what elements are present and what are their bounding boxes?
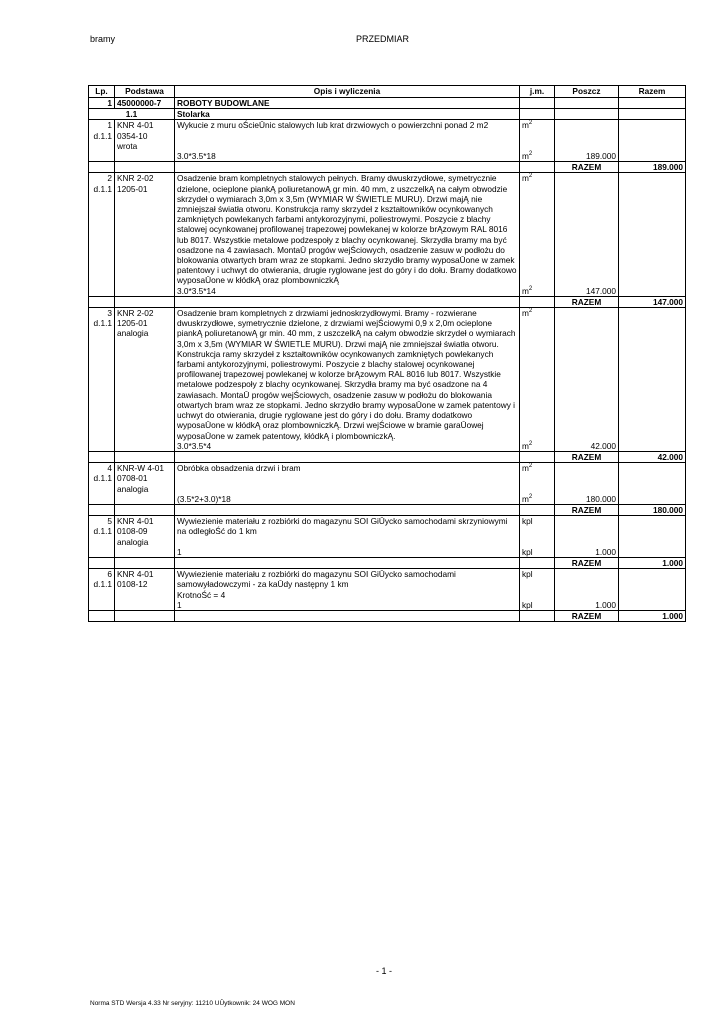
item-unit: [520, 516, 555, 547]
item-row: [89, 516, 686, 547]
item-row: [89, 308, 686, 441]
item-dlp: d.1.1: [93, 318, 112, 329]
item-razem-label: RAZEM: [555, 610, 619, 621]
item-row: [89, 173, 686, 286]
item-row: [89, 463, 686, 494]
item-lp-number: 3: [107, 308, 112, 319]
item-calc-unit: [520, 547, 555, 558]
item-razem-row: [89, 610, 686, 621]
item-calc: 3.0*3.5*4: [175, 441, 520, 452]
item-row: [89, 120, 686, 151]
item-unit-text: kpl: [522, 569, 533, 580]
item-description: [175, 463, 520, 494]
section-title: ROBOTY BUDOWLANE: [175, 98, 520, 109]
item-lp: [89, 308, 115, 441]
item-razem-label: RAZEM: [555, 504, 619, 515]
item-calc: (3.5*2+3.0)*18: [175, 494, 520, 505]
item-razem-value: 180.000: [619, 504, 686, 515]
item-basis-line: KNR 4-01: [117, 569, 154, 580]
item-desc-text: Obróbka obsadzenia drzwi i bram: [177, 463, 301, 474]
item-unit-text: m: [522, 308, 529, 319]
item-lp: [89, 120, 115, 151]
item-basis: [115, 173, 175, 286]
subsection-row: [89, 109, 686, 120]
item-razem-row: [89, 162, 686, 173]
item-unit: $m^2$: [520, 173, 555, 286]
item-calc-unit-text: m: [522, 440, 529, 451]
items-body: [89, 120, 686, 622]
item-calc-row: [89, 494, 686, 505]
item-basis-line: KNR 4-01: [117, 516, 154, 527]
item-lp: [89, 569, 115, 600]
item-calc: 3.0*3.5*14: [175, 286, 520, 297]
item-desc-text: Osadzenie bram kompletnych stalowych pełnych. Bramy dwuskrzydłowe, symetrycznie dzielone, ocieplone piankĄ poliuretanowĄ gr min. 40 mm, z uszczelkĄ na całym obwodzie skrzydeł o wymiarach 3,0m x 3,5m (WYMIAR W ŚWIETLE MURU). Drzwi majĄ nie zmniejszał światła otworu. Konstrukcja ramy skrzydeł z kształtowników ocynkowanych zamkniętych powlekanych farbami antykorozyjnymi, poliestrowymi. Poszycie z blachy stalowej ocynkowanej profilowanej trapezowej powlekanej w kolorze brĄzowym RAL 8016 lub 8017. Wszystkie metalowe podzespoły z blachy ocynkowanej. Skrzydła bramy ma być osadzone na 4 zawiasach. MontaŪ progów wejŚciowych, osadzenie zasuw w podłożu do blokowania otwartych bram wraz ze stopkami. Jedno skrzydło bramy wyposaŪone w zamek patentowy i uchwyt do otwierania, drugie ryglowane jest do góry i do dołu. Bramy dodatkowo wyposaŪone w kłódkĄ oraz plombowniczkĄ: [177, 173, 517, 286]
item-calc-unit-text: kpl: [522, 546, 533, 557]
col-header-unit: j.m.: [520, 86, 555, 98]
item-dlp: d.1.1: [93, 183, 112, 194]
subsection-lp: 1.1: [89, 109, 175, 120]
item-basis-line: 1205-01: [117, 183, 148, 194]
item-razem-value: 147.000: [619, 296, 686, 307]
item-razem-label: RAZEM: [555, 162, 619, 173]
item-razem-row: [89, 557, 686, 568]
item-lp: [89, 173, 115, 286]
item-desc-extra: KrotnoŚć = 4: [177, 589, 226, 600]
item-description: [175, 569, 520, 600]
item-poszcz: 42.000: [555, 441, 619, 452]
item-poszcz: 1.000: [555, 547, 619, 558]
item-basis: [115, 569, 175, 600]
item-dlp: d.1.1: [93, 130, 112, 141]
header-left-title: bramy: [90, 34, 116, 44]
item-dlp: d.1.1: [93, 526, 112, 537]
item-calc-unit: $m^2$: [520, 441, 555, 452]
item-calc-unit: $m^2$: [520, 151, 555, 162]
item-razem-label: RAZEM: [555, 296, 619, 307]
item-basis-line: KNR-W 4-01: [117, 463, 165, 474]
item-unit: [520, 569, 555, 600]
item-lp-number: 5: [107, 516, 112, 527]
item-calc-unit-text: m: [522, 285, 529, 296]
item-unit: $m^2$: [520, 120, 555, 151]
item-basis: [115, 463, 175, 494]
section-lp: 1: [89, 98, 115, 109]
item-description: [175, 308, 520, 441]
item-razem-value: 189.000: [619, 162, 686, 173]
item-razem-value: 42.000: [619, 451, 686, 462]
item-calc-row: [89, 600, 686, 611]
item-row: [89, 569, 686, 600]
item-basis-line: KNR 2-02: [117, 308, 154, 319]
item-poszcz: 180.000: [555, 494, 619, 505]
table-header-row: [89, 86, 686, 98]
section-code: 45000000-7: [115, 98, 175, 109]
item-unit-text: m: [522, 173, 529, 184]
item-calc-unit-text: m: [522, 493, 529, 504]
item-basis-line: 1205-01: [117, 318, 148, 329]
item-calc: 3.0*3.5*18: [175, 151, 520, 162]
item-calc-row: [89, 547, 686, 558]
item-lp-number: 4: [107, 463, 112, 474]
item-basis: [115, 516, 175, 547]
item-basis: [115, 120, 175, 151]
item-razem-row: [89, 451, 686, 462]
item-lp-number: 1: [107, 120, 112, 131]
col-header-basis: Podstawa: [115, 86, 175, 98]
item-basis-line: 0708-01: [117, 473, 148, 484]
item-poszcz: 147.000: [555, 286, 619, 297]
page-number: - 1 -: [376, 966, 393, 976]
item-calc-unit: [520, 600, 555, 611]
item-basis-line: analogia: [117, 536, 149, 547]
item-basis: [115, 308, 175, 441]
item-unit-text: kpl: [522, 516, 533, 527]
item-razem-value: 1.000: [619, 557, 686, 568]
item-lp-number: 2: [107, 173, 112, 184]
item-dlp: d.1.1: [93, 579, 112, 590]
item-basis-line: KNR 4-01: [117, 120, 154, 131]
item-basis-line: analogia: [117, 483, 149, 494]
item-calc-row: [89, 151, 686, 162]
item-unit: $m^2$: [520, 463, 555, 494]
item-calc-row: [89, 286, 686, 297]
item-lp-number: 6: [107, 569, 112, 580]
item-razem-label: RAZEM: [555, 451, 619, 462]
item-basis-line: 0108-12: [117, 579, 148, 590]
item-calc-row: [89, 441, 686, 452]
item-lp: [89, 463, 115, 494]
item-description: [175, 173, 520, 286]
col-header-poszcz: Poszcz: [555, 86, 619, 98]
item-desc-text: Wywiezienie materiału z rozbiórki do magazynu SOI GiŪycko samochodami samowyładowczymi - za kaŪdy następny 1 km: [177, 569, 456, 590]
item-poszcz: 189.000: [555, 151, 619, 162]
item-calc-unit-text: m: [522, 151, 529, 162]
item-razem-row: [89, 504, 686, 515]
item-desc-text: Osadzenie bram kompletnych z drzwiami jednoskrzydłowymi. Bramy - rozwierane dwuskrzydłowe, symetrycznie dzielone, z drzwiami wejŚciowymi 0,9 x 2,0m ocieplone piankĄ poliuretanowĄ gr min. 40 mm, z uszczelkĄ na całym obwodzie skrzydeł o wymiarach 3,0m x 3,5m (WYMIAR W ŚWIETLE MURU). Drzwi majĄ nie zmniejszał światła otworu. Konstrukcja ramy skrzydeł z kształtowników ocynkowanych zamkniętych powlekanych farbami antykorozyjnymi, poliestrowymi. Poszycie z blachy stalowej ocynkowanej profilowanej trapezowej powlekanej w kolorze brĄzowym RAL 8016 lub 8017. Wszystkie metalowe podzespoły z blachy ocynkowanej. Skrzydła bramy ma być osadzone na 4 zawiasach. MontaŪ progów wejŚciowych, osadzenie zasuw w podłożu do blokowania otwartych bram wraz ze stopkami. Jedno skrzydło bramy wyposaŪone w zamek patentowy i uchwyt do otwierania, drugie ryglowane jest do góry i do dołu. Bramy dodatkowo wyposaŪone w kłódkĄ oraz plombowniczkĄ. Drzwi wejŚciowe w bramie garaŪowej wyposaŪone w zamek patentowy, kłódkĄ i plombowniczkĄ.: [177, 308, 516, 441]
item-calc-unit-text: kpl: [522, 599, 533, 610]
item-calc-unit: $m^2$: [520, 494, 555, 505]
item-description: [175, 516, 520, 547]
item-desc-text: Wywiezienie materiału z rozbiórki do magazynu SOI GiŪycko samochodami skrzyniowymi na odległoŚć do 1 km: [177, 516, 508, 537]
item-description: [175, 120, 520, 151]
item-calc-unit: $m^2$: [520, 286, 555, 297]
item-razem-label: RAZEM: [555, 557, 619, 568]
software-footer-note: Norma STD Wersja 4.33 Nr seryjny: 11210 UŪytkownik: 24 WOG MON: [90, 1000, 295, 1007]
item-unit-text: m: [522, 463, 529, 474]
item-basis-line: analogia: [117, 328, 149, 339]
col-header-razem: Razem: [619, 86, 686, 98]
section-row: [89, 98, 686, 109]
bill-of-quantities-table: [88, 85, 686, 622]
item-calc: 1: [175, 547, 520, 558]
item-unit: $m^2$: [520, 308, 555, 441]
item-calc: 1: [175, 600, 520, 611]
item-basis-line: KNR 2-02: [117, 173, 154, 184]
item-poszcz: 1.000: [555, 600, 619, 611]
item-dlp: d.1.1: [93, 473, 112, 484]
header-document-title: PRZEDMIAR: [356, 34, 410, 44]
item-razem-row: [89, 296, 686, 307]
item-basis-line: 0354-10: [117, 130, 148, 141]
subsection-title: Stolarka: [175, 109, 520, 120]
item-desc-text: Wykucie z muru oŚcieŪnic stalowych lub krat drzwiowych o powierzchni ponad 2 m2: [177, 120, 489, 131]
item-razem-value: 1.000: [619, 610, 686, 621]
item-basis-line: 0108-09: [117, 526, 148, 537]
col-header-description: Opis i wyliczenia: [175, 86, 520, 98]
item-lp: [89, 516, 115, 547]
item-unit-text: m: [522, 120, 529, 131]
item-basis-line: wrota: [117, 140, 138, 151]
col-header-lp: Lp.: [89, 86, 115, 98]
